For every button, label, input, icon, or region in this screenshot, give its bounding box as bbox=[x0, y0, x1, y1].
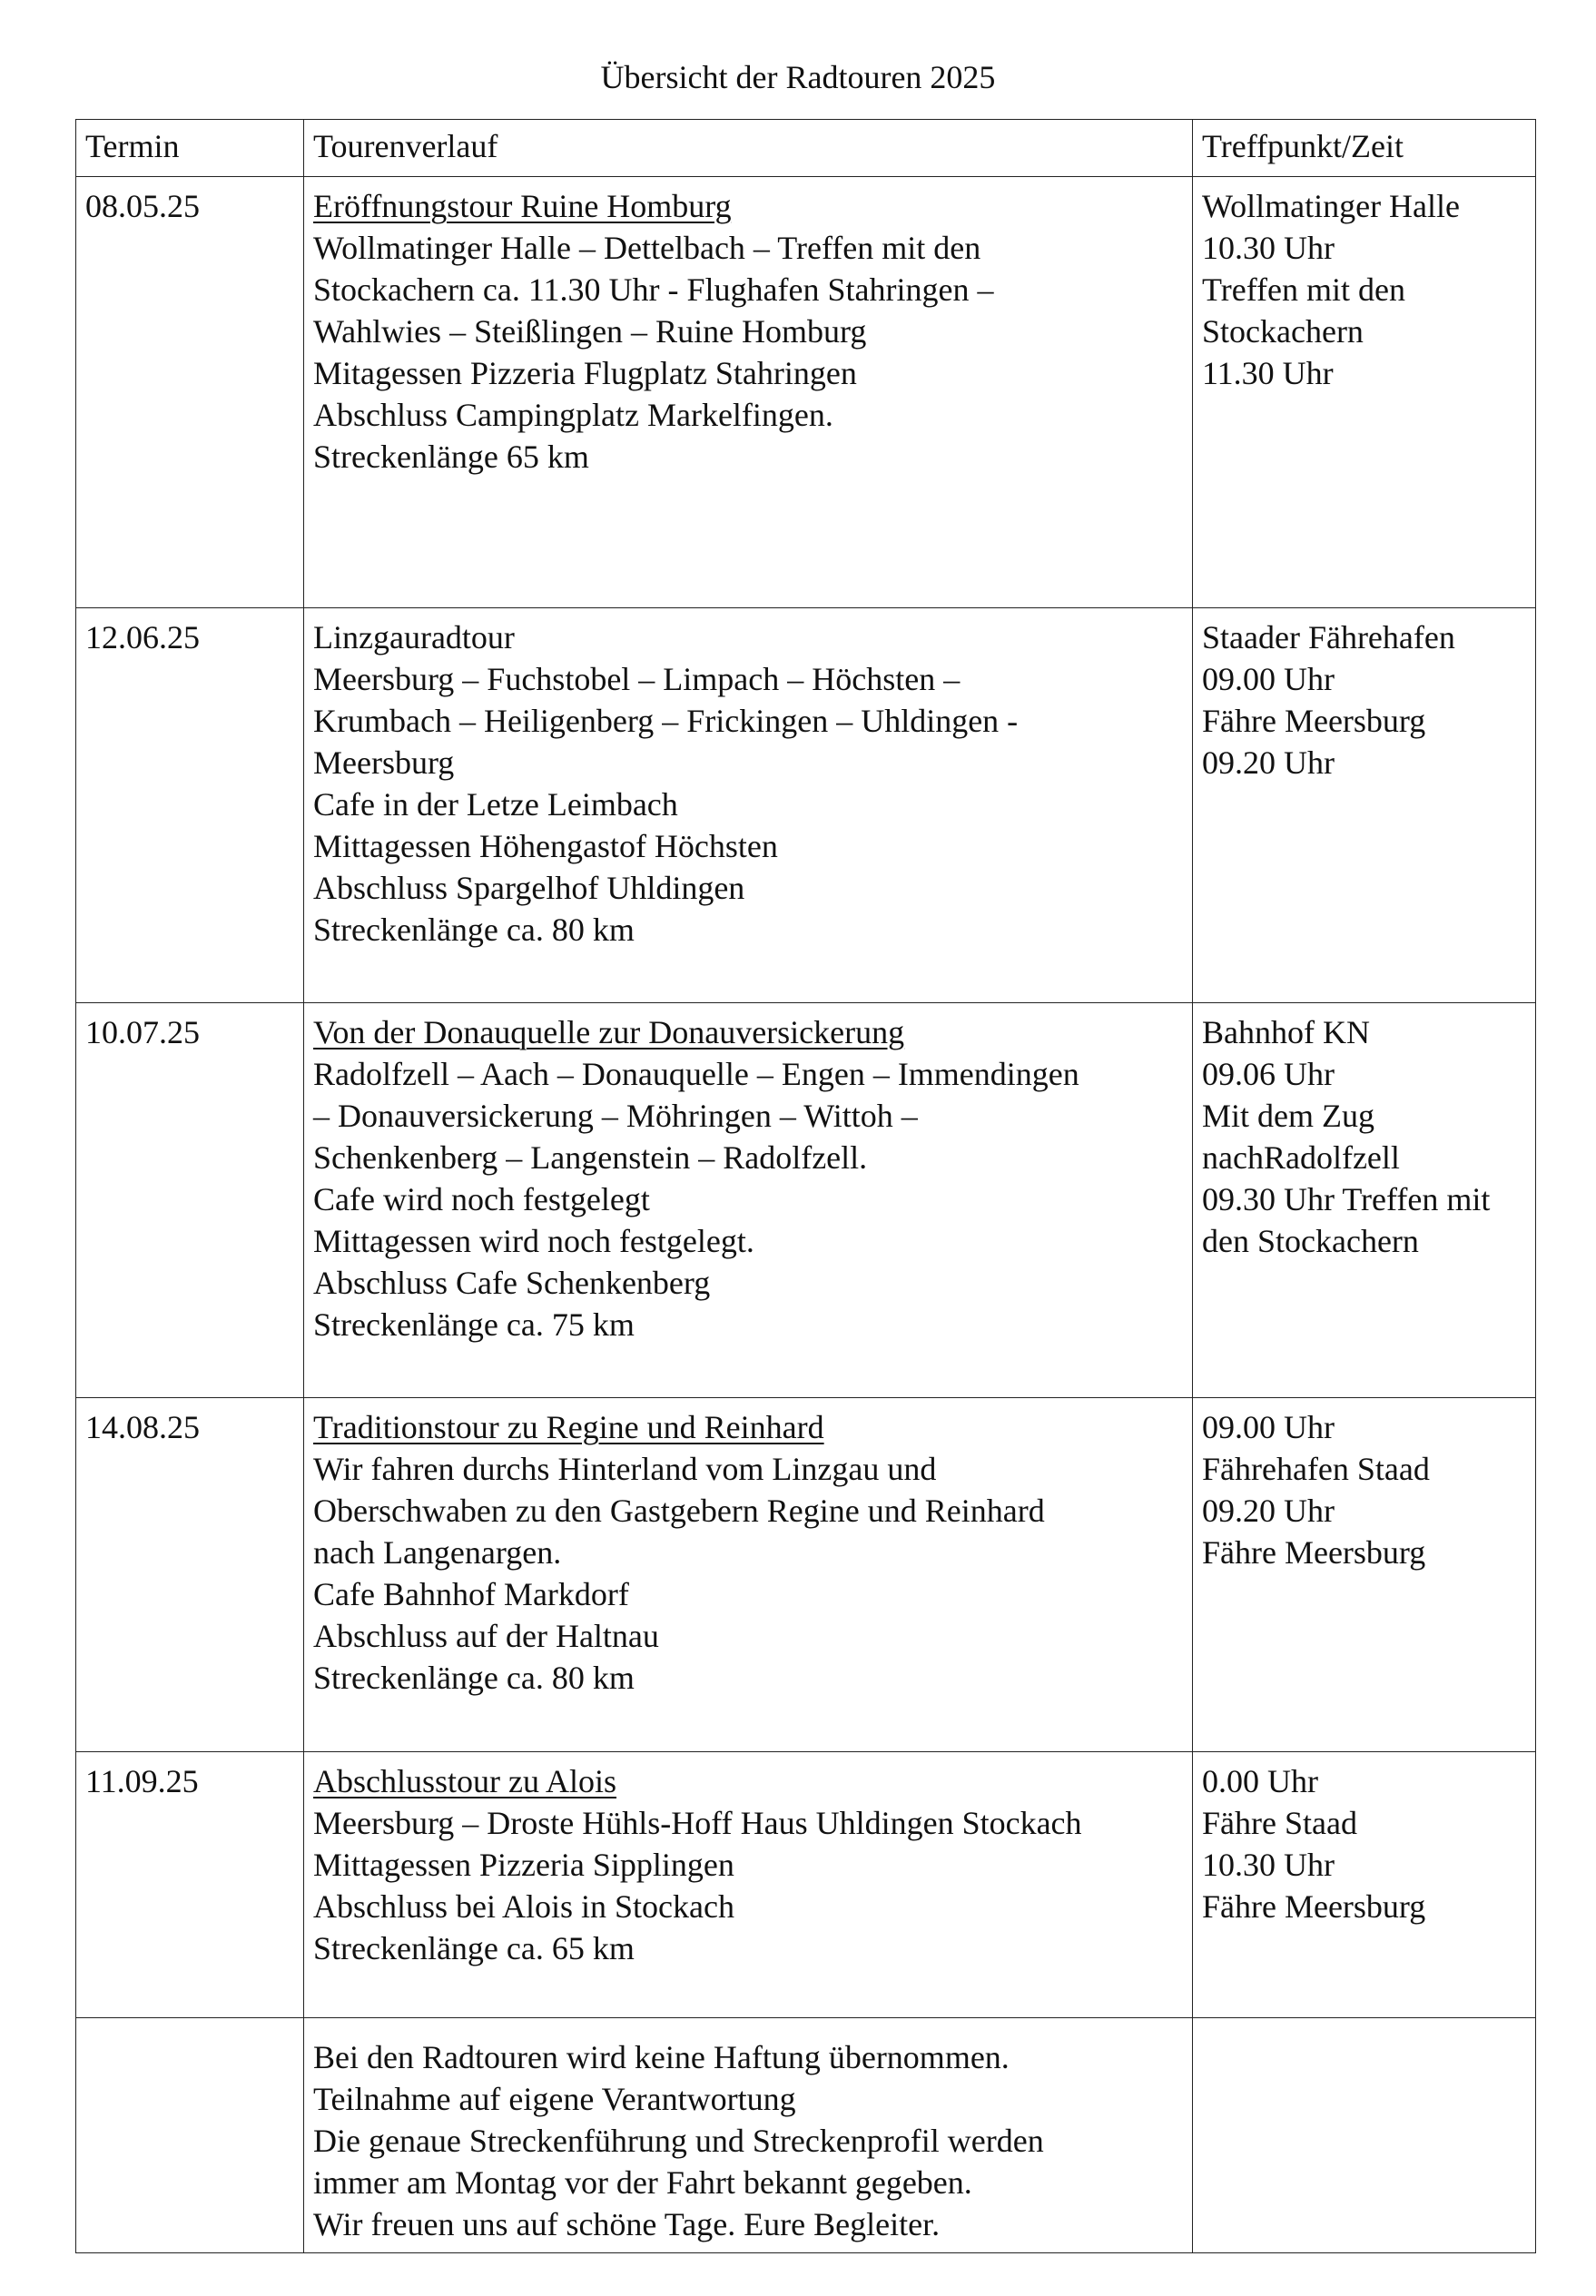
route-line: Radolfzell – Aach – Donauquelle – Engen – Immendingen bbox=[313, 1056, 1079, 1092]
route-line: Cafe wird noch festgelegt bbox=[313, 1181, 650, 1217]
meeting-line: Mit dem Zug bbox=[1202, 1098, 1374, 1134]
meeting-line: Fähre Meersburg bbox=[1202, 1888, 1426, 1925]
tour-route-cell bbox=[304, 177, 1193, 608]
tours-table bbox=[75, 119, 1536, 2253]
route-line: Streckenlänge ca. 75 km bbox=[313, 1306, 635, 1343]
route-line: Mittagessen wird noch festgelegt. bbox=[313, 1223, 754, 1259]
meeting-line: Staader Fährehafen bbox=[1202, 619, 1455, 655]
route-line: Wir fahren durchs Hinterland vom Linzgau und bbox=[313, 1451, 937, 1487]
footer-line: Teilnahme auf eigene Verantwortung bbox=[313, 2081, 796, 2117]
footer-line: Wir freuen uns auf schöne Tage. Eure Begleiter. bbox=[313, 2206, 941, 2242]
meeting-line: 09.06 Uhr bbox=[1202, 1056, 1335, 1092]
meeting-line: 10.30 Uhr bbox=[1202, 1847, 1335, 1883]
meeting-line: 11.30 Uhr bbox=[1202, 355, 1334, 391]
empty-cell bbox=[76, 2018, 304, 2253]
route-line: Schenkenberg – Langenstein – Radolfzell. bbox=[313, 1139, 868, 1176]
route-line: Cafe Bahnhof Markdorf bbox=[313, 1576, 629, 1612]
tour-title: Traditionstour zu Regine und Reinhard bbox=[313, 1409, 824, 1445]
meeting-line: 09.20 Uhr bbox=[1202, 744, 1335, 781]
route-line: Mitagessen Pizzeria Flugplatz Stahringen bbox=[313, 355, 857, 391]
meeting-line: Wollmatinger Halle bbox=[1202, 188, 1461, 224]
route-line: Krumbach – Heiligenberg – Frickingen – Uhldingen - bbox=[313, 703, 1019, 739]
empty-cell bbox=[1193, 2018, 1536, 2253]
tour-date: 10.07.25 bbox=[76, 1003, 304, 1398]
route-line: Abschluss Spargelhof Uhldingen bbox=[313, 870, 745, 906]
tour-route-cell bbox=[304, 1752, 1193, 2018]
footer-line: Bei den Radtouren wird keine Haftung übernommen. bbox=[313, 2039, 1010, 2075]
table-row-footer bbox=[76, 2018, 1536, 2253]
header-treffpunkt: Treffpunkt/Zeit bbox=[1193, 120, 1536, 177]
tour-title: Eröffnungstour Ruine Homburg bbox=[313, 188, 732, 224]
tour-route-cell bbox=[304, 1398, 1193, 1752]
meeting-line: Stockachern bbox=[1202, 313, 1364, 350]
header-tourenverlauf: Tourenverlauf bbox=[304, 120, 1193, 177]
meeting-cell bbox=[1193, 608, 1536, 1003]
tour-date: 11.09.25 bbox=[76, 1752, 304, 2018]
tour-route-cell bbox=[304, 608, 1193, 1003]
meeting-line: 10.30 Uhr bbox=[1202, 230, 1335, 266]
header-termin: Termin bbox=[76, 120, 304, 177]
meeting-line: Fähre Staad bbox=[1202, 1805, 1357, 1841]
meeting-line: Treffen mit den bbox=[1202, 271, 1405, 308]
route-line: Oberschwaben zu den Gastgebern Regine und Reinhard bbox=[313, 1493, 1045, 1529]
route-line: Abschluss Cafe Schenkenberg bbox=[313, 1265, 711, 1301]
table-row bbox=[76, 1398, 1536, 1752]
route-line: Wahlwies – Steißlingen – Ruine Homburg bbox=[313, 313, 867, 350]
tour-date: 14.08.25 bbox=[76, 1398, 304, 1752]
table-row bbox=[76, 1752, 1536, 2018]
meeting-cell bbox=[1193, 177, 1536, 608]
tour-title: Linzgauradtour bbox=[313, 619, 515, 655]
tour-route-cell bbox=[304, 1003, 1193, 1398]
meeting-cell bbox=[1193, 1398, 1536, 1752]
table-row bbox=[76, 1003, 1536, 1398]
meeting-line: Fähre Meersburg bbox=[1202, 1534, 1426, 1571]
footer-line: Die genaue Streckenführung und Streckenprofil werden bbox=[313, 2123, 1044, 2159]
meeting-line: den Stockachern bbox=[1202, 1223, 1419, 1259]
route-line: Streckenlänge ca. 80 km bbox=[313, 912, 635, 948]
tour-date: 08.05.25 bbox=[76, 177, 304, 608]
route-line: Cafe in der Letze Leimbach bbox=[313, 786, 678, 823]
meeting-line: 09.00 Uhr bbox=[1202, 1409, 1335, 1445]
route-line: Abschluss Campingplatz Markelfingen. bbox=[313, 397, 833, 433]
meeting-line: 0.00 Uhr bbox=[1202, 1763, 1318, 1799]
route-line: Wollmatinger Halle – Dettelbach – Treffen mit den bbox=[313, 230, 981, 266]
route-line: Streckenlänge ca. 80 km bbox=[313, 1660, 635, 1696]
meeting-line: nachRadolfzell bbox=[1202, 1139, 1400, 1176]
footer-line: immer am Montag vor der Fahrt bekannt gegeben. bbox=[313, 2164, 972, 2201]
page-title: Übersicht der Radtouren 2025 bbox=[600, 59, 996, 95]
table-row bbox=[76, 177, 1536, 608]
tour-title: Von der Donauquelle zur Donauversickerung bbox=[313, 1014, 905, 1050]
route-line: Streckenlänge 65 km bbox=[313, 439, 589, 475]
route-line: Meersburg – Fuchstobel – Limpach – Höchsten – bbox=[313, 661, 961, 697]
tour-title: Abschlusstour zu Alois bbox=[313, 1763, 617, 1799]
route-line: Abschluss auf der Haltnau bbox=[313, 1618, 659, 1654]
meeting-cell bbox=[1193, 1752, 1536, 2018]
route-line: Stockachern ca. 11.30 Uhr - Flughafen Stahringen – bbox=[313, 271, 994, 308]
meeting-cell bbox=[1193, 1003, 1536, 1398]
route-line: Abschluss bei Alois in Stockach bbox=[313, 1888, 734, 1925]
meeting-line: Fähre Meersburg bbox=[1202, 703, 1426, 739]
route-line: Meersburg – Droste Hühls-Hoff Haus Uhldingen Stockach bbox=[313, 1805, 1082, 1841]
meeting-line: 09.20 Uhr bbox=[1202, 1493, 1335, 1529]
route-line: Meersburg bbox=[313, 744, 455, 781]
route-line: Mittagessen Höhengastof Höchsten bbox=[313, 828, 778, 864]
meeting-line: Fährehafen Staad bbox=[1202, 1451, 1430, 1487]
tour-date: 12.06.25 bbox=[76, 608, 304, 1003]
footer-notes-cell bbox=[304, 2018, 1193, 2253]
meeting-line: Bahnhof KN bbox=[1202, 1014, 1370, 1050]
table-row bbox=[76, 608, 1536, 1003]
route-line: Streckenlänge ca. 65 km bbox=[313, 1930, 635, 1966]
meeting-line: 09.00 Uhr bbox=[1202, 661, 1335, 697]
table-header-row bbox=[76, 120, 1536, 177]
route-line: – Donauversickerung – Möhringen – Wittoh – bbox=[313, 1098, 918, 1134]
route-line: nach Langenargen. bbox=[313, 1534, 562, 1571]
meeting-line: 09.30 Uhr Treffen mit bbox=[1202, 1181, 1491, 1217]
route-line: Mittagessen Pizzeria Sipplingen bbox=[313, 1847, 734, 1883]
